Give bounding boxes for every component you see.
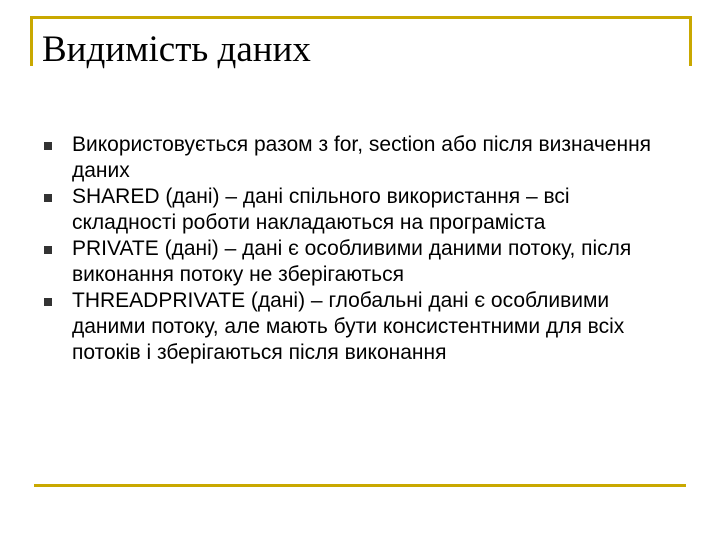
square-bullet-icon bbox=[44, 298, 52, 306]
slide-title: Видимість даних bbox=[42, 29, 311, 70]
bullet-text: SHARED (дані) – дані спільного використання – всі складності роботи накладаються на програміста bbox=[72, 185, 570, 234]
square-bullet-icon bbox=[44, 142, 52, 150]
bullet-text: THREADPRIVATE (дані) – глобальні дані є особливими даними потоку, але мають бути консистентними для всіх потоків і зберігаються після виконання bbox=[72, 289, 625, 364]
bullet-item bbox=[44, 132, 664, 184]
frame-right-border bbox=[689, 16, 692, 66]
bullet-item bbox=[44, 236, 664, 288]
frame-top-border bbox=[30, 16, 692, 19]
bullet-text: PRIVATE (дані) – дані є особливими даними потоку, після виконання потоку не зберігаються bbox=[72, 237, 632, 286]
frame-bottom-border bbox=[34, 484, 686, 487]
bullet-item bbox=[44, 184, 664, 236]
square-bullet-icon bbox=[44, 246, 52, 254]
bullet-list bbox=[44, 132, 664, 366]
frame-left-border bbox=[30, 16, 33, 66]
bullet-text: Використовується разом з for, section або після визначення даних bbox=[72, 133, 652, 182]
square-bullet-icon bbox=[44, 194, 52, 202]
bullet-item bbox=[44, 288, 664, 366]
